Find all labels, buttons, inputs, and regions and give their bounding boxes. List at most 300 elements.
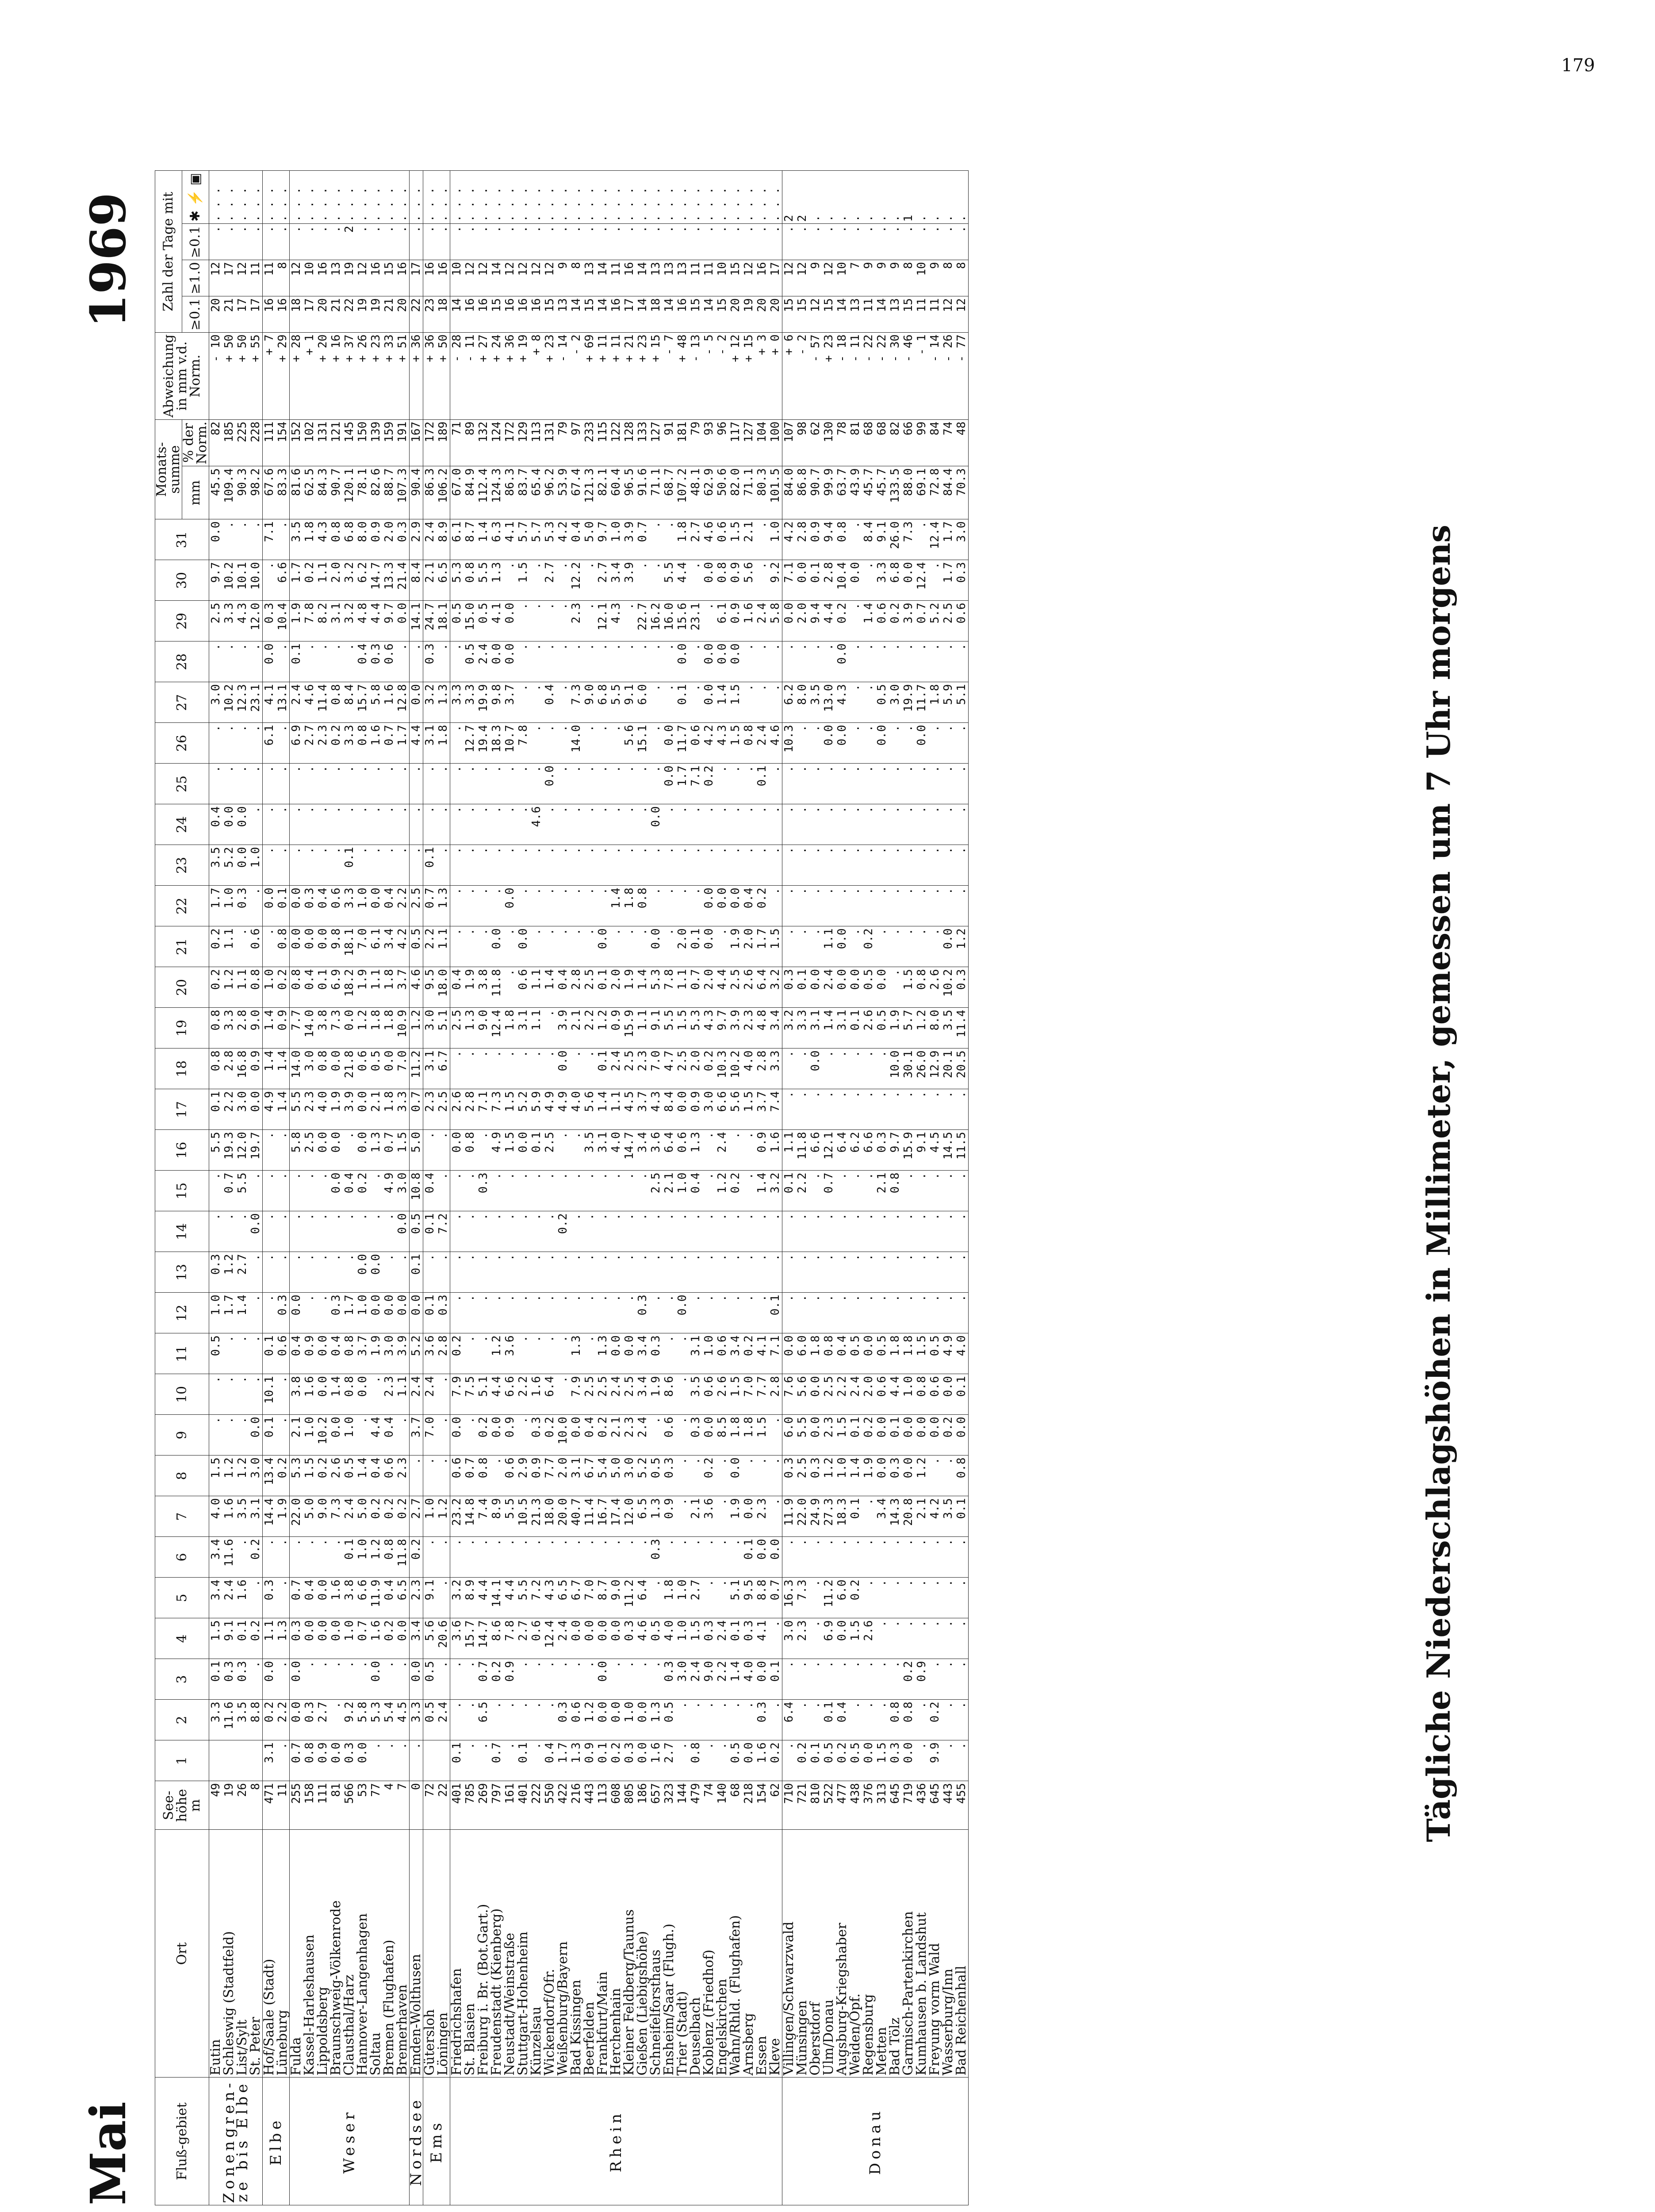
day-value-cell: . . . . . . . 0.0 . . . . . . . . 0.0 1.7 7.1 0.2 . . . 0.1 .	[450, 764, 782, 804]
day-value-cell: 5.3 1.5 0.2 2.6 0.5 1.4 0.4 0.6 2.3	[290, 1455, 410, 1496]
symbol-count-cell: . . . . . .	[263, 171, 290, 224]
n10-cell: 10 12 12 14 12 12 12 12 9 8 13 14 11 16 14 13 13 13 11 11 10 15 12 16 17	[450, 260, 782, 296]
day-value-cell: 2.6 2.8 7.1 7.3 1.5 5.2 5.9 4.9 4.9 4.0 5.6 1.4 1.1 4.5 3.7 4.3 8.4 0.0 0.9 3.0 6.6 5.6 1.5 3.7 7.4	[450, 1089, 782, 1130]
day-value-cell: 0.0 0.1	[263, 886, 290, 926]
day-value-cell: . . . 0.0 0.4 0.2 . 4.9 3.0	[290, 1171, 410, 1211]
header-day: 27	[155, 682, 209, 723]
day-value-cell: 3.3	[410, 1700, 423, 1740]
day-value-cell: 6.0 5.5 0.0 2.3 1.5 0.1 0.2 0.0 0.1 0.0 0.0 0.0 0.2 0.0	[782, 1415, 969, 1455]
symbol-count-cell: 2 2 . . . . . . . 1 . . . .	[782, 171, 969, 224]
group-row	[263, 171, 290, 2205]
day-value-cell: 4.2 2.8 0.9 9.4 0.8 . 8.4 9.1 26.0 7.3 . 12.4 1.7 3.0	[782, 519, 969, 560]
day-value-cell: 3.0 2.3 . 6.9 0.0 1.5 2.6 . . . . . . .	[782, 1618, 969, 1659]
day-value-cell: . .	[263, 1537, 290, 1578]
day-value-cell: 3.2 3.3 3.1 1.4 3.1 0.1 2.6 0.5 1.9 5.7 1.2 8.0 3.5 11.4	[782, 1008, 969, 1048]
seehoehe-cell: 471 11	[263, 1781, 290, 1830]
header-day: 11	[155, 1333, 209, 1374]
pct-cell: 167	[410, 419, 423, 466]
s01-cell: .	[410, 224, 423, 260]
group-row	[209, 171, 263, 2205]
day-value-cell: 9.5 18.0	[423, 967, 450, 1008]
day-value-cell: 0.3 1.2 2.7 .	[209, 1252, 263, 1293]
flussgebiet-cell: Elbe	[263, 2078, 290, 2205]
day-value-cell: . . . . . . . . 0.0	[290, 1211, 410, 1252]
day-value-cell: 2.4 8.9	[423, 519, 450, 560]
day-value-cell: 0.1 .	[263, 1415, 290, 1455]
sum-cell: 84.0 86.8 90.7 99.9 63.7 43.9 45.7 45.7 133.5 88.0 69.1 72.8 84.4 70.3	[782, 466, 969, 519]
day-value-cell: 10.3 . . 0.0 0.0 . . 0.0 . . 0.0 . . .	[782, 723, 969, 764]
day-value-cell: . . . .	[209, 1374, 263, 1415]
day-value-cell: 0.1	[410, 1252, 423, 1293]
sum-cell: 45.5 109.4 90.3 98.2	[209, 466, 263, 519]
header-mm: mm	[182, 466, 209, 519]
header-ge01: ≥0.1	[182, 296, 209, 333]
header-day: 29	[155, 601, 209, 641]
header-symbols: ✱ ⚡ ▣	[182, 171, 209, 224]
day-value-cell: 6.1 .	[263, 723, 290, 764]
day-value-cell: . . . . . . 4.6 . . . . . . . . 0.0 . . . . . . . . .	[450, 804, 782, 845]
ort-cell: Emden-Wolthusen	[410, 1830, 423, 2078]
day-value-cell: . .	[423, 1252, 450, 1293]
day-value-cell: 5.5 19.3 12.0 19.7	[209, 1130, 263, 1171]
day-value-cell: 7.1 0.0 0.1 2.8 10.4 0.0 . 3.3 6.8 0.0 12.4 . 1.7 0.3	[782, 560, 969, 601]
day-value-cell: 7.7 14.0 3.8 7.3 0.0 1.2 1.8 1.8 10.9	[290, 1008, 410, 1048]
day-value-cell: . 6.6	[263, 560, 290, 601]
day-value-cell: 2.4 .	[423, 1374, 450, 1415]
day-value-cell: . 12.7 19.4 18.3 10.7 7.8 . . . 14.0 . . . 5.6 15.1 . 0.0 11.7 0.6 4.2 4.3 1.5 0.8 2.4 4.6	[450, 723, 782, 764]
header-day: 4	[155, 1618, 209, 1659]
day-value-cell: 2.4 4.6 11.4 0.8 8.4 15.7 5.8 1.6 12.8	[290, 682, 410, 723]
day-value-cell: 5.6 20.6	[423, 1618, 450, 1659]
header-day: 26	[155, 723, 209, 764]
day-value-cell: 0.1 7.2	[423, 1211, 450, 1252]
day-value-cell: 0.0 . . 0.3 1.7 1.0 0.0 0.0 0.0	[290, 1293, 410, 1333]
sum-cell: 86.3 106.2	[423, 466, 450, 519]
day-value-cell: .	[410, 1455, 423, 1496]
symbol-count-cell: . . . . . . . . . . . .	[209, 171, 263, 224]
day-value-cell: . . . . 0.0 . . . . . . . . .	[782, 641, 969, 682]
table-title: Tägliche Niederschlagshöhen in Millimeter, gemessen um 7 Uhr morgens	[1420, 525, 1457, 1842]
seehoehe-cell: 255 158 111 81 566 53 77 4 7	[290, 1781, 410, 1830]
day-value-cell: 2.3	[410, 1578, 423, 1618]
day-value-cell: 5.8 2.5 0.0 0.0 . 0.0 1.3 0.7 1.5	[290, 1130, 410, 1171]
day-value-cell: . . . . . . . . . . . . . . . . . . . . . . . . .	[450, 845, 782, 886]
day-value-cell: 0.1 2.2 3.0 0.0	[209, 1089, 263, 1130]
day-value-cell: 0.0 0.8 . 4.9 1.5 0.0 0.1 2.5 . . 3.5 3.1 4.0 14.7 3.4 3.6 6.4 0.6 1.3 . 2.4 . . 0.9 1.6	[450, 1130, 782, 1171]
day-value-cell: 0.3 2.5 0.3 1.2 1.0 1.4 1.9 0.0 0.3 0.0 1.2 . . 0.8	[782, 1455, 969, 1496]
day-value-cell: 1.7 0.2 1.1 2.0 3.2 6.2 14.7 13.3 21.4	[290, 560, 410, 601]
day-value-cell: 0.0	[410, 1659, 423, 1700]
s01-cell: . .	[263, 224, 290, 260]
day-value-cell: 3.5 5.2 0.0 1.0	[209, 845, 263, 886]
group-row	[450, 171, 782, 2205]
symbol-count-cell: . . .	[410, 171, 423, 224]
day-value-cell: 9.7 10.2 10.1 10.0	[209, 560, 263, 601]
n01-cell: 20 21 17 17	[209, 296, 263, 333]
day-value-cell: 14.0 3.0 0.8 0.0 21.8 0.6 0.5 0.0 7.0	[290, 1048, 410, 1089]
precipitation-table	[155, 170, 969, 2205]
day-value-cell: 2.1 1.0 10.2 0.0 1.0 . 4.4 0.4 .	[290, 1415, 410, 1455]
day-value-cell: . .	[263, 1171, 290, 1211]
header-day: 18	[155, 1048, 209, 1089]
n01-cell: 14 16 16 15 16 16 16 15 13 14 15 14 16 17 14 18 14 16 15 14 15 20 19 20 20	[450, 296, 782, 333]
seehoehe-cell: 49 19 26 8	[209, 1781, 263, 1830]
day-value-cell: 4.9 1.4	[263, 1089, 290, 1130]
table-body	[209, 171, 969, 2205]
day-value-cell: . . . . . . . . . 0.2 0.9 . . .	[782, 1659, 969, 1700]
group-row	[423, 171, 450, 2205]
day-value-cell: 11.9 22.0 24.9 27.3 18.3 0.1 . 3.4 14.3 20.8 2.1 4.2 3.5 0.1	[782, 1496, 969, 1537]
header-monatssumme: Monats-summe	[155, 419, 182, 519]
day-value-cell: 3.7	[410, 1415, 423, 1455]
header-ge10: ≥1.0	[182, 260, 209, 296]
day-value-cell: 1.1 11.8 6.6 12.1 6.4 6.2 6.6 0.3 9.7 15.9 9.1 4.5 14.5 11.5	[782, 1130, 969, 1171]
day-value-cell: . . . . . . . . 0.0 . . 0.1 2.4 2.5 2.3 7.0 4.7 2.5 2.0 0.2 10.3 10.2 4.0 2.8 3.3	[450, 1048, 782, 1089]
day-value-cell: 2.4	[410, 1374, 423, 1415]
day-value-cell: 0.2 1.2 1.1 0.8	[209, 967, 263, 1008]
day-value-cell: 9.1 .	[423, 1578, 450, 1618]
pct-cell: 107 98 62 130 78 81 68 68 82 66 99 84 74 48	[782, 419, 969, 466]
day-value-cell: . .	[263, 1211, 290, 1252]
seehoehe-cell: 72 22	[423, 1781, 450, 1830]
day-value-cell: 3.4 2.4 1.6 .	[209, 1578, 263, 1618]
day-value-cell: 0.0 6.0 1.8 0.8 0.4 0.5 0.0 0.5 1.8 1.8 1.5 0.5 4.9 4.0	[782, 1333, 969, 1374]
day-value-cell: . . 0.3 . . . . . . . . . . . . 2.5 2.1 1.0 0.4 . 1.2 0.2 . 1.4 3.2	[450, 1171, 782, 1211]
month-label: Mai	[80, 2101, 137, 2205]
day-value-cell: 3.1 1.8	[423, 723, 450, 764]
day-value-cell: 0.7 1.3	[423, 886, 450, 926]
dev-cell: + 28 + 1 + 20 + 16 + 37 + 26 + 23 + 33 + 51	[290, 332, 410, 419]
day-value-cell: . .	[423, 1537, 450, 1578]
day-value-cell: 0.3 .	[263, 1578, 290, 1618]
header-day: 21	[155, 926, 209, 967]
day-value-cell: 0.3 .	[423, 641, 450, 682]
flussgebiet-cell: Donau	[782, 2078, 969, 2205]
header-seehoehe: See-höhe m	[155, 1781, 209, 1830]
day-value-cell: . .	[423, 1455, 450, 1496]
header-schnee-ge01: ≥0.1	[182, 224, 209, 260]
ort-cell: Eutin Schleswig (Stadtfeld) List/Sylt St. Peter	[209, 1830, 263, 2078]
day-value-cell: 0.0 .	[263, 1659, 290, 1700]
day-value-cell: 0.5	[410, 1211, 423, 1252]
day-value-cell: . . . .	[209, 764, 263, 804]
n10-cell: 12 17 12 11	[209, 260, 263, 296]
day-value-cell: 1.4 1.4	[263, 1048, 290, 1089]
day-value-cell: .	[410, 1740, 423, 1781]
header-day: 30	[155, 560, 209, 601]
day-value-cell: . . . . . . . . . . . . . .	[782, 1089, 969, 1130]
day-value-cell: . . . . . . . . . . . . . . 0.3 . . 0.0 . . . . . . 0.1	[450, 1293, 782, 1333]
day-value-cell: 4.0 1.6 3.5 3.1	[209, 1496, 263, 1537]
n01-cell: 18 17 20 21 22 19 19 21 20	[290, 296, 410, 333]
header-day: 2	[155, 1700, 209, 1740]
day-value-cell: . . . . . 0.0 0.0 . .	[290, 1252, 410, 1293]
day-value-cell: . . 6.5 . . . . . 0.3 0.6 1.2 0.0 0.0 1.0 0.0 1.3 0.5 . . . . . . 0.3 .	[450, 1700, 782, 1740]
day-value-cell: 1.0 0.2	[263, 967, 290, 1008]
n01-cell: 15 15 12 15 14 13 11 14 13 15 11 11 12 12	[782, 296, 969, 333]
flussgebiet-cell: Rhein	[450, 2078, 782, 2205]
day-value-cell: 0.7	[410, 1089, 423, 1130]
day-value-cell: 10.8	[410, 1171, 423, 1211]
day-value-cell: 0.5 . . .	[209, 1333, 263, 1374]
day-value-cell: 0.3 0.1 0.0 2.4 0.0 0.0 0.5 0.0 . 1.5 0.8 2.6 10.2 0.3	[782, 967, 969, 1008]
header-ort: Ort	[155, 1830, 209, 2078]
day-value-cell: 2.2 1.1	[423, 926, 450, 967]
day-value-cell: 0.1 0.3	[423, 1293, 450, 1333]
header-day: 8	[155, 1455, 209, 1496]
flussgebiet-cell: Nordsee	[410, 2078, 423, 2205]
flussgebiet-cell: Weser	[290, 2078, 410, 2205]
day-value-cell: 0.0 . . .	[209, 519, 263, 560]
day-value-cell: .	[410, 764, 423, 804]
day-value-cell: 3.3 11.6 3.5 8.8	[209, 1700, 263, 1740]
day-value-cell: 7.1 .	[263, 519, 290, 560]
day-value-cell: 0.1 2.2 . 0.7 . . . 2.1 0.8 . . . . .	[782, 1171, 969, 1211]
day-value-cell: 0.2 . . 1.2 3.6 . . . . 1.3 . 1.3 0.0 0.0 3.4 0.3 . . 3.1 1.0 0.6 3.4 0.2 4.1 7.1	[450, 1333, 782, 1374]
ort-cell: Fulda Kassel-Harleshausen Lippoldsberg Braunschweig-Völkenrode Clausthal/Harz Hannover-Langenhagen Soltau Bremen (Flughafen) Bremerhaven	[290, 1830, 410, 2078]
header-day: 13	[155, 1252, 209, 1293]
day-value-cell: . .	[423, 764, 450, 804]
day-value-cell	[423, 1740, 450, 1781]
header-abweichung: Abweichung in mm v.d. Norm.	[155, 332, 209, 419]
day-value-cell: 0.1 . . . . 0.4 0.3 0.6 .	[290, 641, 410, 682]
day-value-cell: 1.5 1.2 1.2 3.0	[209, 1455, 263, 1496]
pct-cell: 111 154	[263, 419, 290, 466]
day-value-cell: . . . . . . . . . . . . . .	[782, 886, 969, 926]
day-value-cell: 0.5 15.0 0.5 4.1 0.0 . . . . 2.3 . 12.1 4.3 . 22.7 16.2 16.0 15.6 23.1 . 6.1 0.9 1.6 2.4 5.8	[450, 601, 782, 641]
flussgebiet-cell: Ems	[423, 2078, 450, 2205]
header-day: 23	[155, 845, 209, 886]
header-day: 6	[155, 1537, 209, 1578]
group-row	[410, 171, 423, 2205]
day-value-cell: 6.4 . . 0.1 0.4 . . . 0.8 0.8 . 0.2 . .	[782, 1700, 969, 1740]
day-value-cell: 1.0 1.7 1.4 .	[209, 1293, 263, 1333]
day-value-cell: . . . . . . . . . . . . . . . . . . . . . . . . .	[450, 1252, 782, 1293]
day-value-cell: . . . .	[209, 641, 263, 682]
day-value-cell: . .	[423, 804, 450, 845]
day-value-cell: 0.4 0.0 0.0 .	[209, 804, 263, 845]
day-value-cell: 16.3 7.3 . 11.2 6.0 0.2 . . . . . . . .	[782, 1578, 969, 1618]
day-value-cell: 7.9 7.5 5.1 4.4 6.6 2.2 1.6 6.4 . 7.9 2.5 2.5 2.4 2.5 3.4 1.9 8.6 . 3.5 0.6 2.6 1.5 7.0 7.7 2.8	[450, 1374, 782, 1415]
day-value-cell: . .	[263, 845, 290, 886]
dev-cell: + 6 - 2 - 57 + 23 - 18 - 11 - 22 - 22 - 30 - 46 - 1 - 14 - 26 - 77	[782, 332, 969, 419]
day-value-cell: 0.0 . 0.2 0.0 0.9 . 0.3 0.2 10.0 0.0 0.4 0.2 2.1 2.3 2.4 . 0.6 . 0.3 0.0 8.5 1.8 1.8 1.5 .	[450, 1415, 782, 1455]
day-value-cell: . 0.5 2.4 0.0 0.0 . . . . . . . . . . . . 0.0 . 0.0 0.0 0.0 . . .	[450, 641, 782, 682]
day-value-cell: 0.6 0.7 0.8 . 0.6 2.9 0.9 7.7 2.0 3.1 6.7 5.4 5.0 3.0 5.2 0.5 0.3 . . 0.2 . 0.0 . . .	[450, 1455, 782, 1496]
ort-cell: Villingen/Schwarzwald Münsingen Oberstdorf Ulm/Donau Augsburg-Kriegshaber Weiden/Opf. Regensburg Metten Bad Tölz Garmisch-Partenkirchen Kumhausen b. Landshut Freyung vorm Wald Wasserburg/Inn Bad Reichenhall	[782, 1830, 969, 2078]
day-value-cell: 3.0 10.2 12.3 23.1	[209, 682, 263, 723]
day-value-cell	[209, 1740, 263, 1781]
day-value-cell: . .	[263, 804, 290, 845]
day-value-cell: 14.1	[410, 601, 423, 641]
symbol-count-cell: . . . . . . . . . . . . . . . . . . . . . . . . . . .	[290, 171, 410, 224]
day-value-cell: 3.1 6.7	[423, 1048, 450, 1089]
day-value-cell: . 0.8	[263, 926, 290, 967]
day-value-cell: . . 0.7 0.2 0.9 . . . . . . 0.0 . . . . 0.3 3.0 2.4 9.0 2.2 1.4 4.0 0.0 0.1	[450, 1659, 782, 1700]
s01-cell: . . . . . . . . . . . . . .	[782, 224, 969, 260]
day-value-cell: 0.0	[410, 1293, 423, 1333]
group-row	[290, 171, 410, 2205]
day-value-cell: . . . . . . . . . . . . . .	[782, 1211, 969, 1252]
header-day: 1	[155, 1740, 209, 1781]
day-value-cell: 4.4	[410, 723, 423, 764]
header-day: 25	[155, 764, 209, 804]
day-value-cell: 1.9 7.8 8.2 3.1 3.2 4.8 4.4 9.7 0.0	[290, 601, 410, 641]
day-value-cell: 0.7 0.4 0.0 1.6 3.8 6.6 11.9 0.4 6.5	[290, 1578, 410, 1618]
day-value-cell: . . . . . . . . . . . . . .	[782, 1293, 969, 1333]
day-value-cell: . .	[263, 764, 290, 804]
day-value-cell: 0.0 0.3 0.4 0.6 3.3 1.0 0.0 0.4 2.2	[290, 886, 410, 926]
day-value-cell: 3.4 11.6 . 0.2	[209, 1537, 263, 1578]
day-value-cell: 3.5 1.8 4.3 0.8 6.8 8.0 0.9 2.0 0.3	[290, 519, 410, 560]
seehoehe-cell: 710 721 810 522 477 438 376 313 645 719 436 645 443 455	[782, 1781, 969, 1830]
header-day: 19	[155, 1008, 209, 1048]
day-value-cell: 0.5 2.4	[423, 1700, 450, 1740]
sum-cell: 67.0 84.9 112.4 124.3 86.3 83.7 65.4 96.2 53.9 67.4 121.3 82.1 60.4 96.5 91.6 71.1 68.7 107.2 48.1 62.9 50.6 82.0 71.1 80.3 101.5	[450, 466, 782, 519]
day-value-cell: 0.7 0.8 0.9 0.0 0.3 0.0 . . .	[290, 1740, 410, 1781]
day-value-cell: 2.9	[410, 519, 423, 560]
day-value-cell: . .	[263, 1252, 290, 1293]
header-day: 16	[155, 1130, 209, 1171]
group-row	[782, 171, 969, 2205]
n10-cell: 17	[410, 260, 423, 296]
day-value-cell: 0.4 0.9 0.0 0.4 0.8 3.7 1.9 3.0 3.9	[290, 1333, 410, 1374]
day-value-cell: 2.5	[410, 886, 423, 926]
day-value-cell: 0.1 0.6	[263, 1333, 290, 1374]
day-value-cell: . 0.7 5.5 .	[209, 1171, 263, 1211]
day-value-cell: 1.7 1.0 0.3 .	[209, 886, 263, 926]
day-value-cell: . . . . . . . . . . . . . .	[782, 845, 969, 886]
day-value-cell: 6.1 8.7 1.4 6.3 4.1 5.7 5.7 5.3 4.2 0.4 5.0 9.7 1.0 3.9 0.7 . . 1.8 2.7 4.6 0.6 1.5 2.1 . 1.0	[450, 519, 782, 560]
day-value-cell: . . . 0.0 . 0.0 . . . . . 0.0 . . . 0.0 . 2.0 0.1 0.0 . 1.9 2.0 1.7 1.5	[450, 926, 782, 967]
day-value-cell: .	[410, 804, 423, 845]
day-value-cell: 0.0 2.0 9.4 4.4 0.2 . 1.4 0.6 0.2 3.9 0.7 5.2 2.5 0.6	[782, 601, 969, 641]
header-day: 17	[155, 1089, 209, 1130]
day-value-cell: 0.1 0.3 0.3 .	[209, 1659, 263, 1700]
day-value-cell: 0.8 2.8 16.8 0.9	[209, 1048, 263, 1089]
day-value-cell: 13.4 0.2	[263, 1455, 290, 1496]
header-day: 20	[155, 967, 209, 1008]
day-value-cell: . . . 1.1 0.0 . 0.2 . . . . . 0.0 1.2	[782, 926, 969, 967]
page-number: 179	[1561, 55, 1595, 76]
day-value-cell: 0.1 .	[423, 845, 450, 886]
pct-cell: 172 189	[423, 419, 450, 466]
day-value-cell: 0.0 0.3 2.7 . 9.2 5.8 5.3 5.4 4.5	[290, 1700, 410, 1740]
day-value-cell: 6.9 2.7 2.3 0.2 3.3 0.8 1.6 0.7 1.7	[290, 723, 410, 764]
day-value-cell: . . . . 0.1 . . . .	[290, 845, 410, 886]
dev-cell: - 28 - 11 + 27 + 24 + 36 + 19 + 8 + 23 - 14 - 2 + 69 + 11 + 11 + 21 + 23 + 15 - 7 + 48 - 13 - 5 - 2 + 12 + 15 + 3 + 0	[450, 332, 782, 419]
rotated-table-canvas	[75, 161, 1579, 2205]
dev-cell: + 7 + 29	[263, 332, 290, 419]
day-value-cell: . . . . . . . . . . . . . .	[782, 764, 969, 804]
ort-cell: Gütersloh Löningen	[423, 1830, 450, 2078]
day-value-cell: 24.7 18.1	[423, 601, 450, 641]
header-prozent: % der Norm.	[182, 419, 209, 466]
day-value-cell: 23.2 14.8 7.4 8.9 5.5 10.5 21.3 18.0 20.0 40.7 11.4 16.7 17.4 12.0 6.5 1.3 0.9 . 2.1 3.6 . 1.9 0.0 2.3 .	[450, 1496, 782, 1537]
day-value-cell: 0.3 10.4	[263, 601, 290, 641]
s01-cell: . . . . 2 . . . .	[290, 224, 410, 260]
day-value-cell: . . . . . . . . .	[290, 804, 410, 845]
day-value-cell: 0.5 .	[423, 1659, 450, 1700]
day-value-cell: 0.5	[410, 926, 423, 967]
dev-cell: - 10 + 50 + 50 + 55	[209, 332, 263, 419]
day-value-cell: . . . . . . . . . . . . . .	[782, 1537, 969, 1578]
day-value-cell: 5.3 0.8 5.5 1.3 . 1.5 . 2.7 . 12.2 . 2.7 3.4 3.9 . . 5.5 4.4 . 0.0 0.8 0.9 5.6 . 9.2	[450, 560, 782, 601]
day-value-cell: 0.4 1.9 3.8 11.8 . 0.6 1.1 1.4 0.4 2.8 2.5 0.1 2.0 1.9 1.4 5.3 7.8 1.1 0.7 2.0 4.4 2.5 2.6 6.4 3.2	[450, 967, 782, 1008]
n01-cell: 23 18	[423, 296, 450, 333]
header-day: 5	[155, 1578, 209, 1618]
day-value-cell: 1.2	[410, 1008, 423, 1048]
n10-cell: 16 16	[423, 260, 450, 296]
day-value-cell: . . . . . . . . . . . . . .	[782, 1252, 969, 1293]
day-value-cell: 3.4	[410, 1618, 423, 1659]
day-value-cell: 8.4	[410, 560, 423, 601]
day-value-cell: 3.1 .	[263, 1740, 290, 1781]
day-value-cell: 2.5 3.3 4.3 12.0	[209, 601, 263, 641]
ort-cell: Friedrichshafen St. Blasien Freiburg i. Br. (Bot.Gart.) Freudenstadt (Kienberg) Neustadt/Weinstraße Stuttgart-Hohenheim Künzelsau Wickendorf/Ofr. Weißenburg/Bayern Bad Kissingen Beerfelden Frankfurt/Main Herchenhain Kleiner Feldberg/Taunus Gießen (Liebigshöhe) Schneifelforsthaus Ensheim/Saar (Flugh.) Trier (Stadt) Deuselbach Koblenz (Friedhof) Engelskirchen Wahn/Rhld. (Flughafen) Arnsberg Essen Kleve	[450, 1830, 782, 2078]
day-value-cell: 3.8 1.6 0.0 1.4 0.8 0.0 . 2.3 1.1	[290, 1374, 410, 1415]
day-value-cell: .	[410, 641, 423, 682]
day-value-cell: 0.0 0.0 0.0 9.8 18.1 7.0 6.1 3.4 4.2	[290, 926, 410, 967]
day-value-cell: 0.2 2.2	[263, 1700, 290, 1740]
day-value-cell: 4.1 13.1	[263, 682, 290, 723]
day-value-cell: . . . . . . . . .	[290, 764, 410, 804]
day-value-cell: 0.2 1.1 . 0.6	[209, 926, 263, 967]
day-value-cell: 1.0 1.2	[423, 1496, 450, 1537]
n01-cell: 16 16	[263, 296, 290, 333]
header-flussgebiet: Fluß-gebiet	[155, 2078, 209, 2205]
day-value-cell: 0.8 0.4 0.1 6.9 18.2 1.9 1.1 1.8 3.7	[290, 967, 410, 1008]
n10-cell: 11 8	[263, 260, 290, 296]
day-value-cell: 10.1 .	[263, 1374, 290, 1415]
day-value-cell: 3.6 15.7 14.7 8.6 7.8 2.7 0.6 12.4 2.4 0.0 0.0 0.0 0.0 0.3 4.6 0.5 4.0 1.0 1.5 0.3 2.4 0.1 0.3 4.1 .	[450, 1618, 782, 1659]
header-day: 15	[155, 1171, 209, 1211]
pct-cell: 152 102 131 121 145 150 139 159 191	[290, 419, 410, 466]
day-value-cell: 5.2	[410, 1333, 423, 1374]
day-value-cell: . 0.3	[263, 1293, 290, 1333]
header-day: 22	[155, 886, 209, 926]
day-value-cell: 22.0 5.0 9.0 7.3 2.4 5.0 0.2 0.2 0.2	[290, 1496, 410, 1537]
header-day: 12	[155, 1293, 209, 1333]
day-value-cell: 1.5 9.1 0.1 0.2	[209, 1618, 263, 1659]
day-value-cell: 0.0 . . . . . 0.0 . .	[290, 1659, 410, 1700]
day-value-cell: . . . . 0.0 . . . . . . . 1.4 1.8 0.8 . . . . 0.0 0.0 0.0 0.4 0.2 .	[450, 886, 782, 926]
day-value-cell: 1.1 1.3	[263, 1618, 290, 1659]
symbol-count-cell: . . . . . . . . . . . . . . . . . . . . . . . . . . . . . . . . . . . . . . . . . . . . . . . . . . . . . . . . . . . . . . . . . . . . . . . . . . .	[450, 171, 782, 224]
pct-cell: 82 185 225 228	[209, 419, 263, 466]
day-value-cell: . . . 0.0	[209, 1415, 263, 1455]
day-value-cell: 2.5 1.3 9.0 12.4 1.8 3.1 1.1 . 3.9 2.1 2.2 1.2 0.9 15.9 1.1 9.1 5.5 1.5 5.3 4.3 9.7 3.9 2.3 4.8 3.4	[450, 1008, 782, 1048]
header-day: 9	[155, 1415, 209, 1455]
seehoehe-cell: 401 785 269 797 161 401 222 550 422 216 443 113 608 805 186 657 323 144 479 74 140 68 218 154 62	[450, 1781, 782, 1830]
day-value-cell: 0.2	[410, 1537, 423, 1578]
s01-cell: . . . .	[209, 224, 263, 260]
day-value-cell: 2.3 2.5	[423, 1089, 450, 1130]
day-value-cell: . 0.2 0.1 0.5 0.2 0.5 0.0 1.5 0.3 0.0 . 9.9 . .	[782, 1740, 969, 1781]
day-value-cell: 5.0	[410, 1130, 423, 1171]
pct-cell: 71 89 132 124 172 129 113 131 79 97 233 115 122 128 133 127 91 181 79 93 96 117 127 104 100	[450, 419, 782, 466]
day-value-cell: . . . . . . . . . . . . . . . 0.3 . . . . . . 0.1 0.0 0.0	[450, 1537, 782, 1578]
header-day: 14	[155, 1211, 209, 1252]
seehoehe-cell: 0	[410, 1781, 423, 1830]
day-value-cell: 3.0 5.1	[423, 1008, 450, 1048]
day-value-cell: . .	[263, 1130, 290, 1171]
day-value-cell: . . . . . . . . . . . . . .	[782, 804, 969, 845]
header-zahl-der-tage: Zahl der Tage mit	[155, 171, 182, 333]
n01-cell: 22	[410, 296, 423, 333]
header-day: 24	[155, 804, 209, 845]
day-value-cell: 0.3 0.0 0.0 0.0 1.0 0.7 1.6 0.2 0.0	[290, 1618, 410, 1659]
